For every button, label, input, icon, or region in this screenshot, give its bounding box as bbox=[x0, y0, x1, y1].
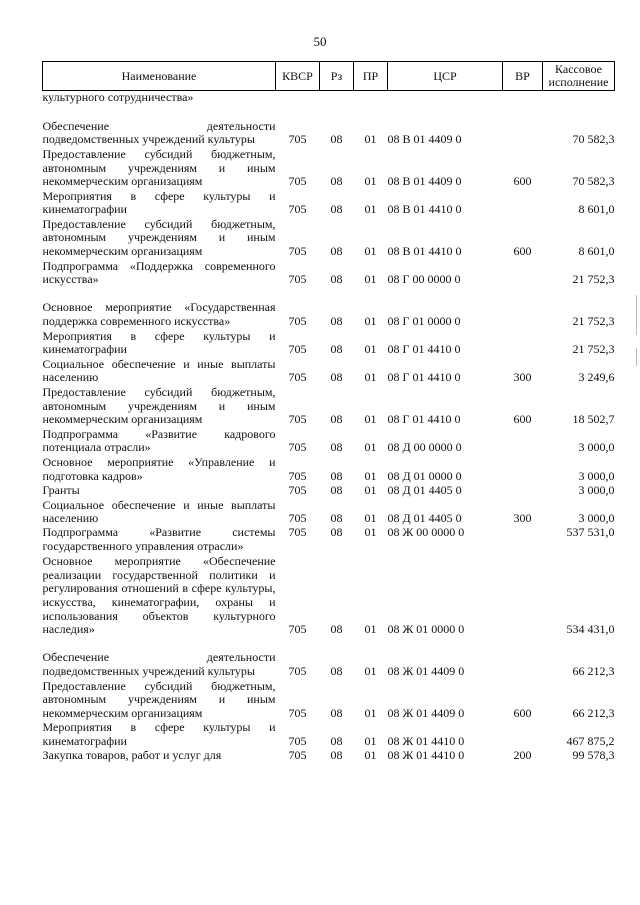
cell-name: Предоставление субсидий бюджетным, автономным учреждениям и иным некоммерческим организациям bbox=[42, 146, 276, 189]
table-row bbox=[43, 498, 615, 526]
cell-amount: 3 000,0 bbox=[578, 511, 615, 526]
cell-kvsr: 705 bbox=[288, 370, 307, 385]
cell-name: Мероприятия в сфере культуры и кинематографии bbox=[42, 188, 276, 217]
cell-vr bbox=[503, 526, 543, 554]
cell-name: Социальное обеспечение и иные выплаты населению bbox=[42, 497, 276, 526]
scan-edge-mark bbox=[636, 295, 637, 335]
cell-rz: 08 bbox=[330, 174, 343, 189]
cell-csr: 08 Ж 01 4410 0 bbox=[387, 747, 465, 762]
cell-kvsr: 705 bbox=[288, 272, 307, 287]
cell-vr bbox=[503, 554, 543, 637]
cell-kvsr: 705 bbox=[288, 733, 307, 748]
cell-amount: 3 000,0 bbox=[578, 483, 615, 498]
cell-pr: 01 bbox=[364, 202, 377, 217]
cell-csr: 08 Г 00 0000 0 bbox=[387, 272, 461, 287]
cell-csr: 08 Д 00 0000 0 bbox=[387, 440, 462, 455]
cell-csr: 08 Г 01 4410 0 bbox=[387, 412, 461, 427]
cell-name: Подпрограмма «Поддержка современного искусства» bbox=[42, 258, 276, 287]
cell-rz: 08 bbox=[330, 244, 343, 259]
cell-kvsr: 705 bbox=[288, 440, 307, 455]
cell-amount: 18 502,7 bbox=[572, 412, 615, 427]
cell-csr: 08 Ж 01 4409 0 bbox=[387, 663, 465, 678]
cell-amount: 8 601,0 bbox=[578, 202, 615, 217]
cell-amount: 3 000,0 bbox=[578, 468, 615, 483]
cell-name: Предоставление субсидий бюджетным, автономным учреждениям и иным некоммерческим организациям bbox=[42, 216, 276, 259]
cell-pr bbox=[354, 91, 388, 106]
cell-csr: 08 Д 01 0000 0 bbox=[387, 468, 462, 483]
cell-kvsr: 705 bbox=[288, 132, 307, 147]
cell-amount: 3 000,0 bbox=[578, 440, 615, 455]
cell-rz: 08 bbox=[330, 483, 343, 498]
cell-vr: 600 bbox=[513, 244, 532, 259]
table-row bbox=[43, 526, 615, 554]
cell-amount: 70 582,3 bbox=[572, 174, 615, 189]
cell-pr: 01 bbox=[364, 622, 377, 637]
cell-pr: 01 bbox=[364, 132, 377, 147]
cell-rz: 08 bbox=[330, 314, 343, 329]
cell-csr: 08 Г 01 0000 0 bbox=[387, 314, 461, 329]
cell-csr: 08 Ж 01 4409 0 bbox=[387, 705, 465, 720]
cell-csr: 08 В 01 4410 0 bbox=[387, 244, 462, 259]
cell-name: Закупка товаров, работ и услуг для bbox=[42, 747, 222, 762]
cell-amount: 537 531,0 bbox=[566, 524, 615, 539]
table-row bbox=[43, 483, 615, 498]
cell-kvsr: 705 bbox=[288, 483, 307, 498]
budget-execution-table bbox=[42, 61, 615, 763]
cell-kvsr: 705 bbox=[288, 747, 307, 762]
cell-pr: 01 bbox=[364, 440, 377, 455]
header-rz: Рз bbox=[320, 62, 354, 91]
cell-kvsr: 705 bbox=[288, 314, 307, 329]
table-row bbox=[43, 720, 615, 748]
cell-rz: 08 bbox=[330, 370, 343, 385]
cell-vr bbox=[503, 105, 543, 147]
cell-vr bbox=[503, 189, 543, 217]
cell-csr: 08 Д 01 4405 0 bbox=[387, 483, 462, 498]
page-number: 50 bbox=[313, 34, 327, 49]
cell-csr: 08 В 01 4409 0 bbox=[387, 132, 462, 147]
table-row bbox=[43, 287, 615, 329]
table-row bbox=[43, 329, 615, 357]
cell-amount: 534 431,0 bbox=[566, 622, 615, 637]
cell-name: Основное мероприятие «Обеспечение реализации государственной политики и регулирования отношений в сфере культуры, искусства, кинематографии, охраны и использования объектов культурного наследия» bbox=[42, 554, 276, 637]
cell-csr: 08 В 01 4410 0 bbox=[387, 202, 462, 217]
cell-name: Социальное обеспечение и иные выплаты населению bbox=[42, 356, 276, 385]
cell-amount: 21 752,3 bbox=[572, 342, 615, 357]
header-kvsr: КВСР bbox=[276, 62, 320, 91]
cell-pr: 01 bbox=[364, 747, 377, 762]
cell-vr bbox=[503, 91, 543, 106]
cell-pr: 01 bbox=[364, 663, 377, 678]
cell-amount: 21 752,3 bbox=[572, 272, 615, 287]
table-header-row bbox=[43, 62, 615, 91]
cell-amount: 8 601,0 bbox=[578, 244, 615, 259]
cell-amount: 66 212,3 bbox=[572, 663, 615, 678]
cell-csr: 08 Г 01 4410 0 bbox=[387, 342, 461, 357]
cell-name: Подпрограмма «Развитие системы государственного управления отрасли» bbox=[42, 524, 276, 553]
cell-amount: 99 578,3 bbox=[572, 747, 615, 762]
cell-vr: 300 bbox=[513, 370, 532, 385]
cell-pr: 01 bbox=[364, 524, 377, 539]
header-vr: ВР bbox=[503, 62, 543, 91]
table-row bbox=[43, 554, 615, 637]
cell-csr: 08 Г 01 4410 0 bbox=[387, 370, 461, 385]
cell-csr: 08 В 01 4409 0 bbox=[387, 174, 462, 189]
cell-pr: 01 bbox=[364, 244, 377, 259]
table-body bbox=[43, 91, 615, 764]
cell-kvsr: 705 bbox=[288, 622, 307, 637]
cell-csr: 08 Ж 00 0000 0 bbox=[387, 524, 465, 539]
cell-pr: 01 bbox=[364, 705, 377, 720]
cell-name: Предоставление субсидий бюджетным, автономным учреждениям и иным некоммерческим организациям bbox=[42, 678, 276, 720]
table-row bbox=[43, 357, 615, 385]
cell-vr bbox=[503, 329, 543, 357]
table-row bbox=[43, 105, 615, 147]
cell-kvsr: 705 bbox=[288, 524, 307, 539]
cell-csr: 08 Д 01 4405 0 bbox=[387, 511, 462, 526]
cell-vr: 200 bbox=[513, 747, 532, 762]
cell-name: Гранты bbox=[42, 483, 80, 498]
cell-pr: 01 bbox=[364, 511, 377, 526]
cell-pr: 01 bbox=[364, 342, 377, 357]
table-row bbox=[43, 259, 615, 287]
cell-kvsr: 705 bbox=[288, 244, 307, 259]
cell-rz: 08 bbox=[330, 622, 343, 637]
table-row bbox=[43, 455, 615, 483]
cell-name: Основное мероприятие «Государственная поддержка современного искусства» bbox=[42, 300, 276, 329]
cell-vr bbox=[503, 427, 543, 455]
cell-name: культурного сотрудничества» bbox=[42, 90, 194, 104]
cell-kvsr: 705 bbox=[288, 202, 307, 217]
cell-vr: 600 bbox=[513, 174, 532, 189]
cell-amount bbox=[543, 91, 615, 106]
cell-pr: 01 bbox=[364, 468, 377, 483]
cell-kvsr: 705 bbox=[288, 468, 307, 483]
cell-csr bbox=[388, 91, 503, 106]
cell-rz bbox=[320, 91, 354, 106]
table-row bbox=[43, 91, 615, 106]
header-csr: ЦСР bbox=[388, 62, 503, 91]
cell-name: Мероприятия в сфере культуры и кинематографии bbox=[42, 328, 276, 357]
cell-rz: 08 bbox=[330, 733, 343, 748]
cell-rz: 08 bbox=[330, 412, 343, 427]
cell-name: Мероприятия в сфере культуры и кинематографии bbox=[42, 720, 276, 748]
cell-rz: 08 bbox=[330, 511, 343, 526]
cell-rz: 08 bbox=[330, 468, 343, 483]
header-name: Наименование bbox=[43, 62, 276, 91]
table-row bbox=[43, 147, 615, 189]
cell-rz: 08 bbox=[330, 747, 343, 762]
cell-vr bbox=[503, 455, 543, 483]
cell-csr: 08 Ж 01 0000 0 bbox=[387, 622, 465, 637]
cell-name: Предоставление субсидий бюджетным, автономным учреждениям и иным некоммерческим организациям bbox=[42, 385, 276, 427]
cell-amount: 3 249,6 bbox=[578, 370, 615, 385]
table-row bbox=[43, 749, 615, 764]
cell-kvsr: 705 bbox=[288, 412, 307, 427]
cell-pr: 01 bbox=[364, 314, 377, 329]
scan-edge-mark bbox=[636, 348, 637, 366]
cell-pr: 01 bbox=[364, 370, 377, 385]
cell-pr: 01 bbox=[364, 272, 377, 287]
cell-kvsr bbox=[276, 91, 320, 106]
cell-kvsr: 705 bbox=[288, 705, 307, 720]
cell-vr: 600 bbox=[513, 412, 532, 427]
cell-rz: 08 bbox=[330, 440, 343, 455]
cell-kvsr: 705 bbox=[288, 663, 307, 678]
cell-rz: 08 bbox=[330, 705, 343, 720]
cell-kvsr: 705 bbox=[288, 342, 307, 357]
cell-vr bbox=[503, 259, 543, 287]
cell-pr: 01 bbox=[364, 412, 377, 427]
cell-vr bbox=[503, 720, 543, 748]
cell-name: Обеспечение деятельности подведомственных учреждений культуры bbox=[42, 118, 276, 147]
cell-vr bbox=[503, 483, 543, 498]
cell-pr: 01 bbox=[364, 483, 377, 498]
table-row bbox=[43, 637, 615, 679]
cell-amount: 467 875,2 bbox=[566, 733, 615, 748]
cell-name: Основное мероприятие «Управление и подготовка кадров» bbox=[42, 455, 276, 483]
table-row bbox=[43, 427, 615, 455]
header-amount: Кассовое исполнение bbox=[543, 62, 615, 91]
table-row bbox=[43, 217, 615, 259]
cell-vr bbox=[503, 637, 543, 679]
cell-vr: 300 bbox=[513, 511, 532, 526]
cell-kvsr: 705 bbox=[288, 174, 307, 189]
cell-rz: 08 bbox=[330, 132, 343, 147]
cell-pr: 01 bbox=[364, 174, 377, 189]
cell-amount: 66 212,3 bbox=[572, 705, 615, 720]
cell-pr: 01 bbox=[364, 733, 377, 748]
cell-amount: 70 582,3 bbox=[572, 132, 615, 147]
cell-csr: 08 Ж 01 4410 0 bbox=[387, 733, 465, 748]
table-row bbox=[43, 189, 615, 217]
header-pr: ПР bbox=[354, 62, 388, 91]
cell-name: Обеспечение деятельности подведомственных учреждений культуры bbox=[42, 650, 276, 678]
cell-vr bbox=[503, 287, 543, 329]
table-row bbox=[43, 385, 615, 427]
cell-amount: 21 752,3 bbox=[572, 314, 615, 329]
cell-name: Подпрограмма «Развитие кадрового потенциала отрасли» bbox=[42, 426, 276, 455]
cell-rz: 08 bbox=[330, 272, 343, 287]
cell-vr: 600 bbox=[513, 705, 532, 720]
cell-kvsr: 705 bbox=[288, 511, 307, 526]
cell-rz: 08 bbox=[330, 663, 343, 678]
table-row bbox=[43, 679, 615, 721]
cell-rz: 08 bbox=[330, 342, 343, 357]
cell-rz: 08 bbox=[330, 524, 343, 539]
cell-rz: 08 bbox=[330, 202, 343, 217]
